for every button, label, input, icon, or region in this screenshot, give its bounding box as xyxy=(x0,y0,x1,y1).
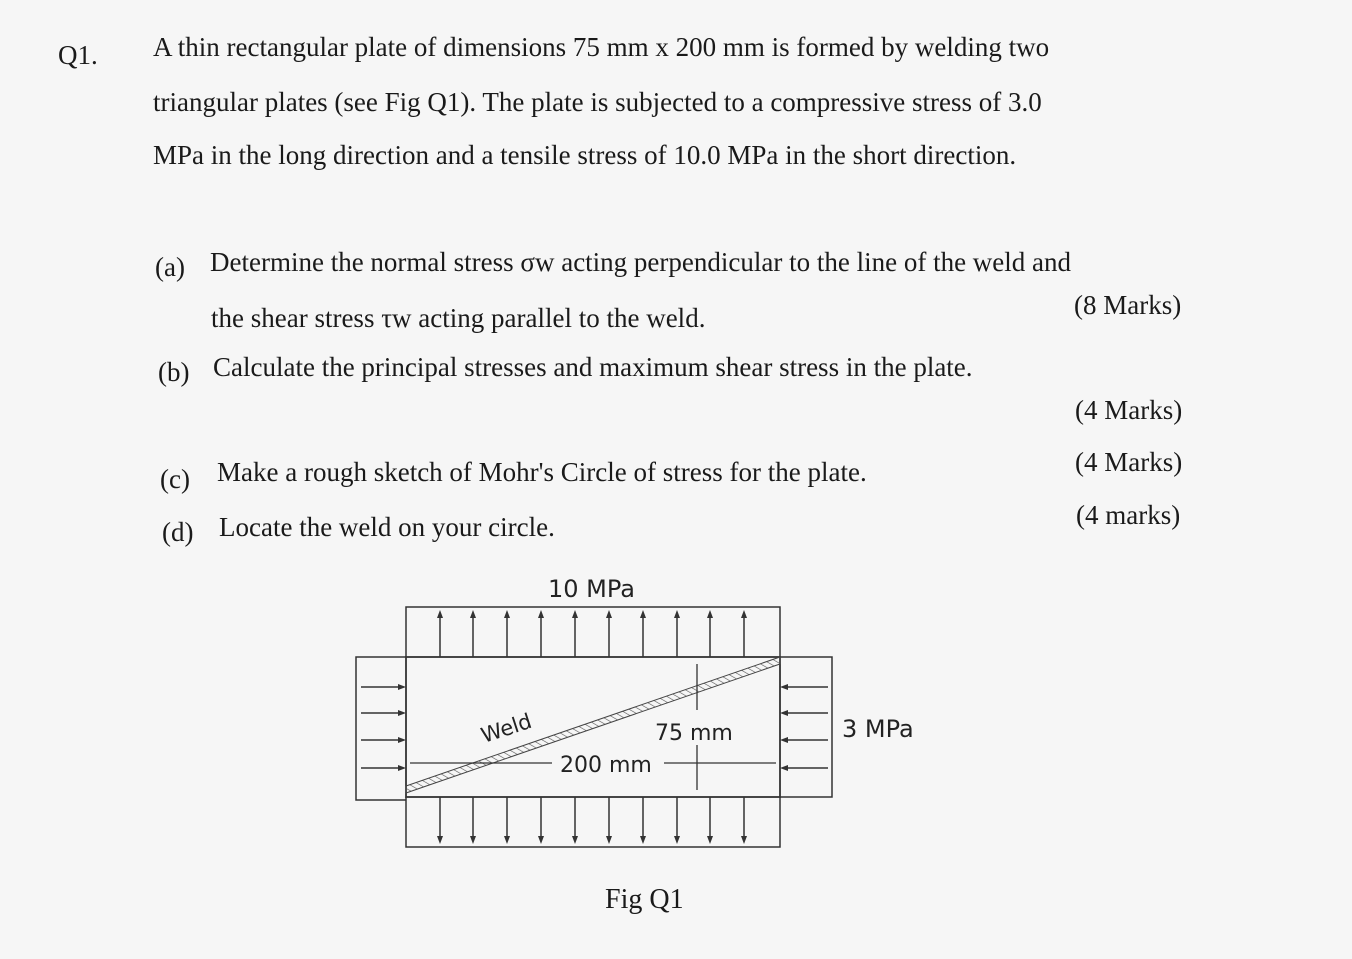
figure-caption: Fig Q1 xyxy=(605,884,684,915)
part-c-line-1: Make a rough sketch of Mohr's Circle of stress for the plate. xyxy=(217,457,867,487)
intro-line-3: MPa in the long direction and a tensile stress of 10.0 MPa in the short direction. xyxy=(153,140,1017,170)
part-b-label: (b) xyxy=(158,357,190,387)
left-load-arrows xyxy=(356,657,406,800)
top-load-arrows xyxy=(406,607,780,657)
height-dimension-label: 75 mm xyxy=(655,721,733,746)
top-stress-label: 10 MPa xyxy=(548,575,635,603)
weld-label: Weld xyxy=(478,708,535,748)
part-b-marks: (4 Marks) xyxy=(1075,395,1183,425)
width-dimension-label: 200 mm xyxy=(560,753,652,778)
part-d-label: (d) xyxy=(162,517,194,547)
part-b-line-1: Calculate the principal stresses and maximum shear stress in the plate. xyxy=(213,352,973,382)
part-a-line-2: the shear stress τw acting parallel to the weld. xyxy=(211,303,706,333)
side-stress-label: 3 MPa xyxy=(842,715,914,743)
part-d-marks: (4 marks) xyxy=(1076,500,1181,530)
part-c-label: (c) xyxy=(160,464,190,494)
intro-line-1: A thin rectangular plate of dimensions 75 mm x 200 mm is formed by welding two xyxy=(153,32,1050,62)
part-d-line-1: Locate the weld on your circle. xyxy=(219,512,555,542)
right-load-arrows xyxy=(780,657,832,797)
part-c-marks: (4 Marks) xyxy=(1075,447,1183,477)
intro-line-2: triangular plates (see Fig Q1). The plate is subjected to a compressive stress of 3.0 xyxy=(153,87,1042,117)
part-a-line-1: Determine the normal stress σw acting perpendicular to the line of the weld and xyxy=(210,247,1072,277)
part-a-label: (a) xyxy=(155,252,185,282)
bottom-load-arrows xyxy=(406,797,780,847)
question-number: Q1. xyxy=(58,40,98,70)
figure-q1-diagram xyxy=(340,560,940,860)
part-a-marks: (8 Marks) xyxy=(1074,290,1182,320)
